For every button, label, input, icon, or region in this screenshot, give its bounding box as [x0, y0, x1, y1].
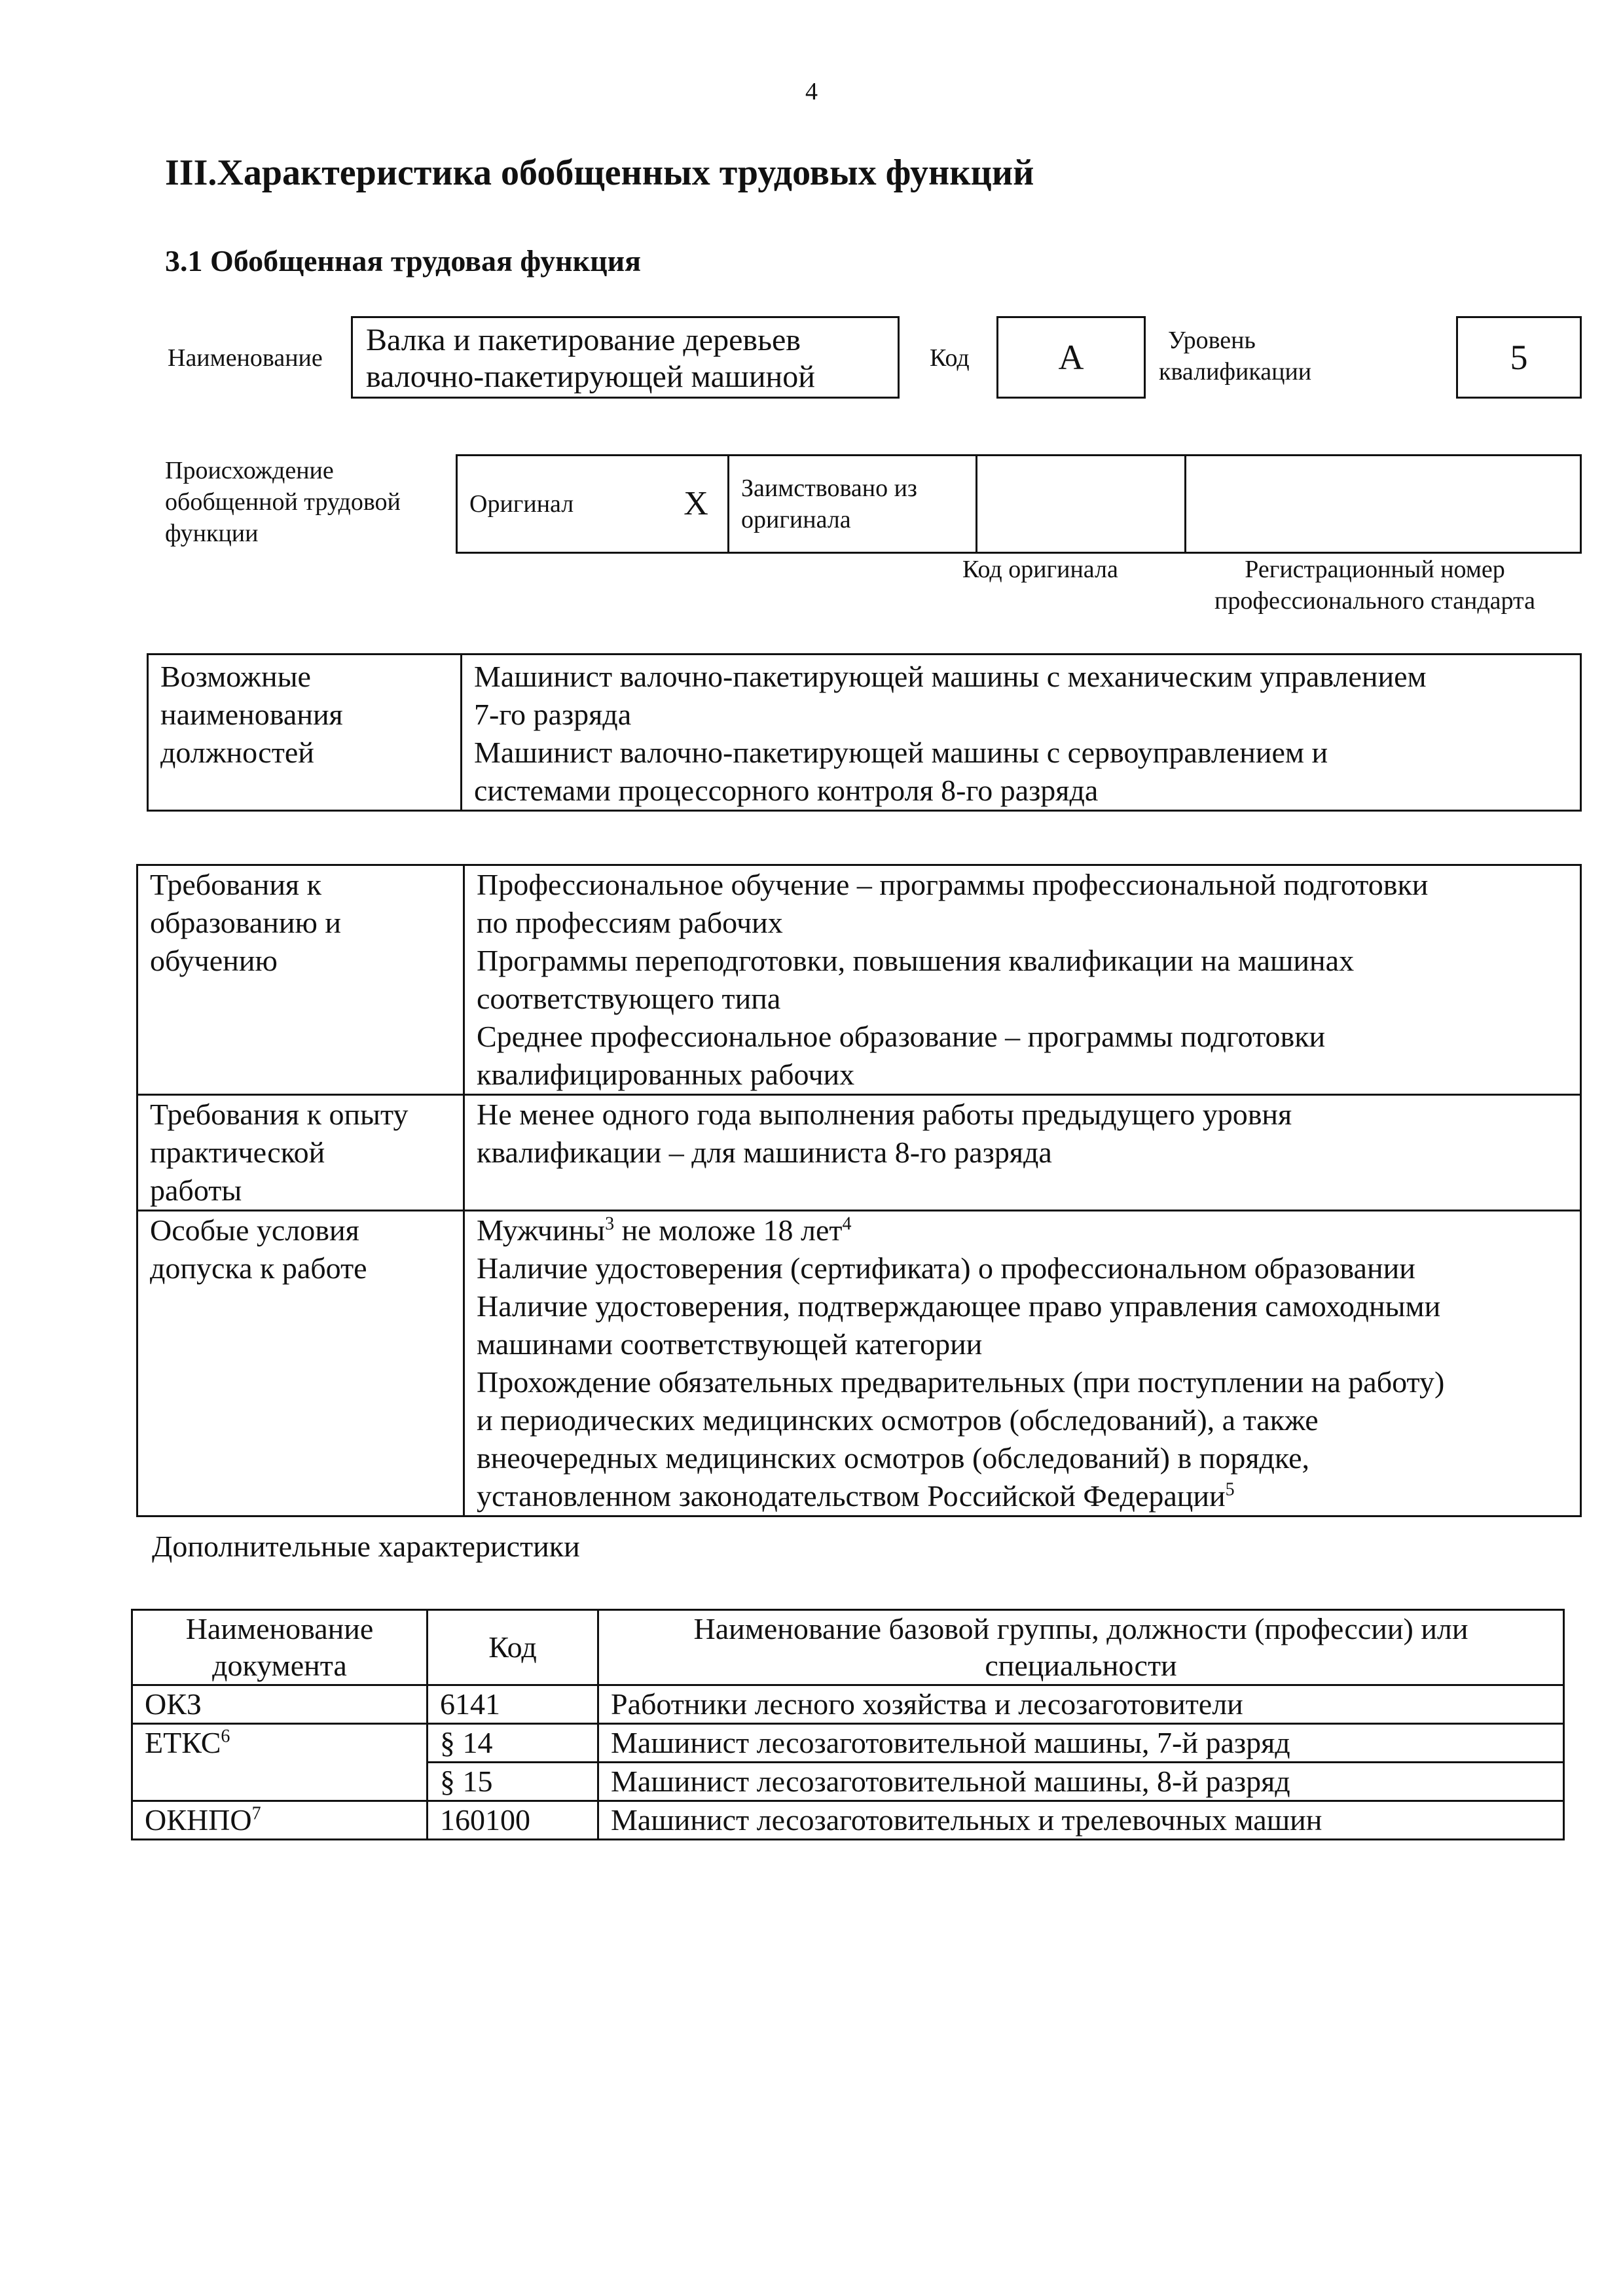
col-doc-header-line: документа	[212, 1649, 347, 1682]
doc-text: ЕТКС	[145, 1726, 221, 1759]
origin-label-line: Происхождение	[165, 457, 334, 484]
col-doc-header	[132, 1610, 428, 1685]
doc-cell	[132, 1685, 428, 1724]
position-line: 7-го разряда	[474, 698, 632, 731]
age-text: не моложе 18 лет	[614, 1213, 843, 1247]
name-cell: Машинист лесозаготовительной машины, 7-й разряд	[598, 1724, 1564, 1763]
level-label	[1159, 325, 1311, 387]
positions-value	[462, 655, 1581, 811]
special-line: Прохождение обязательных предварительных (при поступлении на работу)	[477, 1365, 1445, 1399]
positions-table	[147, 653, 1582, 812]
doc-cell	[132, 1724, 428, 1763]
borrowed-label-line: Заимствовано из	[741, 475, 917, 502]
position-line: Машинист валочно-пакетирующей машины с механическим управлением	[474, 660, 1427, 693]
special-line: Наличие удостоверения, подтверждающее право управления самоходными	[477, 1289, 1441, 1323]
name-cell: Машинист лесозаготовительных и трелевочных машин	[598, 1801, 1564, 1840]
doc-cell	[132, 1801, 428, 1840]
section-title: III.Характеристика обобщенных трудовых функций	[165, 152, 1034, 193]
original-code-cell	[977, 456, 1186, 553]
requirements-table	[136, 864, 1582, 1517]
experience-label-line: работы	[150, 1174, 242, 1207]
special-label	[137, 1211, 464, 1516]
footnote-ref: 7	[251, 1803, 261, 1824]
reg-number-caption-line: профессионального стандарта	[1214, 587, 1535, 615]
reg-number-cell	[1186, 456, 1581, 553]
code-value: А	[996, 316, 1146, 399]
positions-label	[148, 655, 462, 811]
level-label-line: Уровень	[1168, 327, 1256, 354]
col-name-header	[598, 1610, 1564, 1685]
experience-line: Не менее одного года выполнения работы предыдущего уровня	[477, 1098, 1292, 1131]
experience-label-line: практической	[150, 1136, 325, 1169]
education-line: квалифицированных рабочих	[477, 1058, 855, 1091]
experience-label-line: Требования к опыту	[150, 1098, 409, 1131]
special-line: внеочередных медицинских осмотров (обследований) в порядке,	[477, 1441, 1310, 1475]
code-cell: 6141	[428, 1685, 598, 1724]
function-name-box	[351, 316, 900, 399]
special-label-line: Особые условия	[150, 1213, 359, 1247]
doc-text: ОКЗ	[145, 1687, 202, 1721]
positions-label-line: Возможные	[160, 660, 311, 693]
name-cell: Работники лесного хозяйства и лесозаготовители	[598, 1685, 1564, 1724]
special-value	[464, 1211, 1581, 1516]
footnote-ref: 3	[605, 1213, 615, 1234]
education-value	[464, 865, 1581, 1095]
education-line: по профессиям рабочих	[477, 906, 783, 939]
col-doc-header-line: Наименование	[185, 1612, 374, 1645]
special-line-last	[477, 1477, 1568, 1515]
original-mark: X	[665, 456, 729, 553]
special-label-line: допуска к работе	[150, 1251, 367, 1285]
borrowed-label	[729, 456, 977, 553]
col-name-header-line: Наименование базовой группы, должности (профессии) или	[693, 1612, 1468, 1645]
table-row	[132, 1763, 1564, 1801]
origin-table	[456, 454, 1582, 554]
original-code-caption: Код оригинала	[962, 556, 1118, 583]
borrowed-label-line: оригинала	[741, 506, 851, 533]
men-text: Мужчины	[477, 1213, 606, 1247]
original-label: Оригинал	[457, 456, 665, 553]
col-name-header-line: специальности	[985, 1649, 1177, 1682]
experience-label	[137, 1095, 464, 1211]
function-name-line: Валка и пакетирование деревьев	[366, 323, 801, 357]
additional-title: Дополнительные характеристики	[152, 1530, 580, 1563]
special-line: и периодических медицинских осмотров (обследований), а также	[477, 1403, 1319, 1437]
col-code-header: Код	[428, 1610, 598, 1685]
experience-value	[464, 1095, 1581, 1211]
code-cell: § 15	[428, 1763, 598, 1801]
level-value: 5	[1456, 316, 1582, 399]
education-label-line: обучению	[150, 944, 278, 977]
education-label-line: Требования к	[150, 868, 321, 901]
experience-line: квалификации – для машиниста 8-го разряда	[477, 1136, 1052, 1169]
position-line: Машинист валочно-пакетирующей машины с сервоуправлением и	[474, 736, 1328, 769]
education-line: Программы переподготовки, повышения квалификации на машинах	[477, 944, 1355, 977]
education-line: Профессиональное обучение – программы профессиональной подготовки	[477, 868, 1429, 901]
special-line: Наличие удостоверения (сертификата) о профессиональном образовании	[477, 1251, 1415, 1285]
special-line-first	[477, 1211, 1568, 1249]
education-line: соответствующего типа	[477, 982, 781, 1015]
function-name-line: валочно-пакетирующей машиной	[366, 359, 815, 394]
subsection-title: 3.1 Обобщенная трудовая функция	[165, 244, 641, 278]
education-line: Среднее профессиональное образование – программы подготовки	[477, 1020, 1326, 1053]
law-text: установленном законодательством Российской Федерации	[477, 1479, 1226, 1513]
footnote-ref: 5	[1225, 1479, 1235, 1500]
origin-label	[165, 455, 401, 549]
code-cell: 160100	[428, 1801, 598, 1840]
code-cell: § 14	[428, 1724, 598, 1763]
position-line: системами процессорного контроля 8-го разряда	[474, 774, 1099, 807]
education-label	[137, 865, 464, 1095]
level-label-line: квалификации	[1159, 358, 1312, 386]
name-cell: Машинист лесозаготовительной машины, 8-й разряд	[598, 1763, 1564, 1801]
reg-number-caption	[1178, 554, 1571, 617]
origin-label-line: функции	[165, 520, 259, 547]
code-label: Код	[930, 344, 970, 372]
origin-label-line: обобщенной трудовой	[165, 488, 401, 516]
doc-cell	[132, 1763, 428, 1801]
additional-table	[131, 1609, 1565, 1840]
positions-label-line: должностей	[160, 736, 314, 769]
special-line: машинами соответствующей категории	[477, 1327, 983, 1361]
page-number: 4	[805, 78, 818, 105]
table-row	[132, 1801, 1564, 1840]
name-label: Наименование	[168, 344, 323, 372]
table-row	[132, 1724, 1564, 1763]
footnote-ref: 4	[842, 1213, 852, 1234]
education-label-line: образованию и	[150, 906, 341, 939]
doc-text: ОКНПО	[145, 1803, 252, 1837]
footnote-ref: 6	[221, 1726, 230, 1747]
table-row	[132, 1685, 1564, 1724]
reg-number-caption-line: Регистрационный номер	[1245, 556, 1505, 583]
positions-label-line: наименования	[160, 698, 343, 731]
